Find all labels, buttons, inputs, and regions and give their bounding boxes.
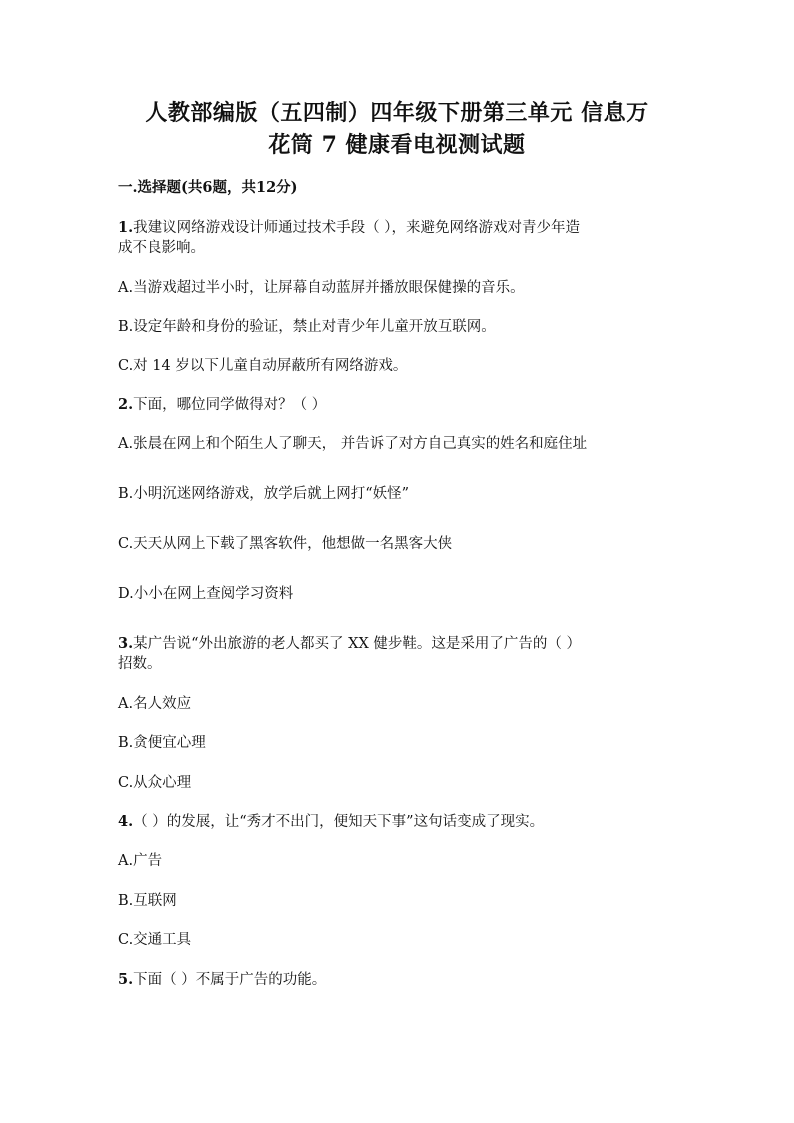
- question-1-option-b: B.设定年龄和身份的验证，禁止对青少年儿童开放互联网。: [118, 319, 496, 335]
- document-title-line-2: 花筒 7 健康看电视测试题: [268, 132, 526, 158]
- document-title-line-1: 人教部编版（五四制）四年级下册第三单元 信息万: [145, 100, 649, 126]
- question-5-line-1: [118, 970, 688, 990]
- question-number: 5.: [118, 971, 134, 988]
- section-heading: 一.选择题(共6题，共12分): [118, 179, 298, 196]
- question-2-line-1: [118, 395, 688, 415]
- question-1-line-2: 成不良影响。: [118, 240, 205, 256]
- question-2-option-d: D.小小在网上查阅学习资料: [118, 586, 294, 602]
- question-3-line-1: [118, 634, 688, 654]
- question-number: 2.: [118, 396, 134, 413]
- question-3-option-c: C.从众心理: [118, 775, 192, 791]
- question-4-option-a: A.广告: [118, 853, 163, 869]
- question-3-line-2: 招数。: [118, 656, 162, 672]
- question-number: 3.: [118, 635, 134, 652]
- question-number: 1.: [118, 219, 134, 236]
- question-1-option-a: A.当游戏超过半小时，让屏幕自动蓝屏并播放眼保健操的音乐。: [118, 280, 525, 296]
- question-text: 我建议网络游戏设计师通过技术手段（ ），来避免网络游戏对青少年造: [133, 220, 580, 236]
- question-3-option-a: A.名人效应: [118, 696, 192, 712]
- question-text: 某广告说“外出旅游的老人都买了 XX 健步鞋。这是采用了广告的（ ）: [133, 636, 582, 652]
- question-1-line-1: [118, 218, 688, 238]
- question-4-line-1: [118, 812, 688, 832]
- question-text: 下面，哪位同学做得对？（ ）: [133, 397, 327, 413]
- question-text: （ ）的发展，让“秀才不出门，便知天下事”这句话变成了现实。: [133, 814, 545, 830]
- question-3-option-b: B.贪便宜心理: [118, 735, 206, 751]
- question-number: 4.: [118, 813, 134, 830]
- question-1-option-c: C.对 14 岁以下儿童自动屏蔽所有网络游戏。: [118, 358, 408, 374]
- question-2-option-c: C.天天从网上下载了黑客软件，他想做一名黑客大侠: [118, 536, 453, 552]
- question-text: 下面（ ）不属于广告的功能。: [133, 972, 327, 988]
- question-4-option-b: B.互联网: [118, 893, 177, 909]
- question-2-option-b: B.小明沉迷网络游戏，放学后就上网打“妖怪”: [118, 486, 410, 502]
- question-4-option-c: C.交通工具: [118, 932, 192, 948]
- question-2-option-a: A.张晨在网上和个陌生人了聊天， 并告诉了对方自己真实的姓名和庭住址: [118, 436, 588, 452]
